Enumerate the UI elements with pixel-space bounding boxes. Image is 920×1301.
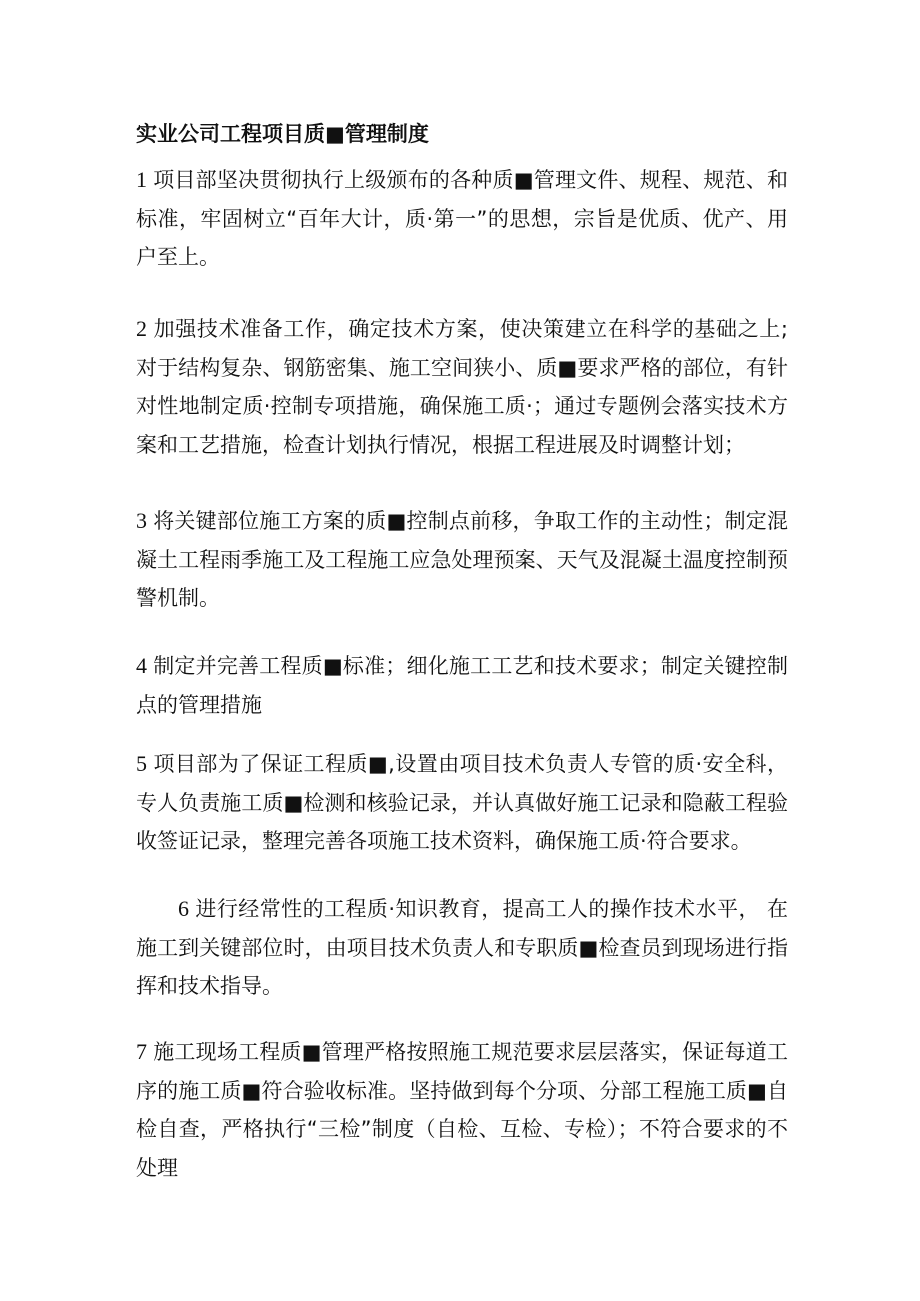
paragraph-text: 进行经常性的工程质·知识教育，提高工人的操作技术水平， 在施工到关键部位时，由项目技术负责人和专职质■检查员到现场进行指挥和技术指导。 — [136, 897, 788, 998]
paragraph-3 — [136, 502, 788, 618]
paragraph-2 — [136, 310, 788, 464]
paragraph-number: 3 — [136, 508, 147, 533]
paragraph-6 — [136, 890, 788, 1006]
paragraph-number: 5 — [136, 751, 147, 776]
paragraph-number: 2 — [136, 316, 147, 341]
paragraph-text: 制定并完善工程质■标准；细化施工工艺和技术要求；制定关键控制点的管理措施 — [136, 654, 788, 717]
paragraph-text: 项目部为了保证工程质■,设置由项目技术负责人专管的质·安全科，专人负责施工质■检测和核验记录，并认真做好施工记录和隐蔽工程验收签证记录，整理完善各项施工技术资料，确保施工质·符合要求。 — [136, 752, 788, 853]
paragraph-text: 加强技术准备工作，确定技术方案，使决策建立在科学的基础之上;对于结构复杂、钢筋密集、施工空间狭小、质■要求严格的部位，有针对性地制定质·控制专项措施，确保施工质·；通过专题例会落实技术方案和工艺措施，检查计划执行情况，根据工程进展及时调整计划； — [136, 317, 788, 457]
paragraph-number: 7 — [136, 1039, 147, 1064]
paragraph-text: 项目部坚决贯彻执行上级颁布的各种质■管理文件、规程、规范、和标准，牢固树立“百年大计，质·第一”的思想，宗旨是优质、优产、用户至上。 — [136, 168, 788, 269]
paragraph-7 — [136, 1033, 788, 1187]
paragraph-number: 6 — [178, 896, 189, 921]
paragraph-text: 将关键部位施工方案的质■控制点前移，争取工作的主动性；制定混凝土工程雨季施工及工程施工应急处理预案、天气及混凝土温度控制预警机制。 — [136, 509, 788, 610]
paragraph-text: 施工现场工程质■管理严格按照施工规范要求层层落实，保证每道工序的施工质■符合验收标准。坚持做到每个分项、分部工程施工质■自检自查，严格执行“三检”制度（自检、互检、专检）；不符合要求的不处理 — [136, 1040, 788, 1180]
paragraph-1 — [136, 161, 788, 277]
paragraph-5 — [136, 745, 788, 861]
paragraph-number: 4 — [136, 653, 147, 678]
paragraph-number: 1 — [136, 167, 147, 192]
document-title: 实业公司工程项目质■管理制度 — [136, 122, 429, 146]
paragraph-4 — [136, 647, 788, 724]
